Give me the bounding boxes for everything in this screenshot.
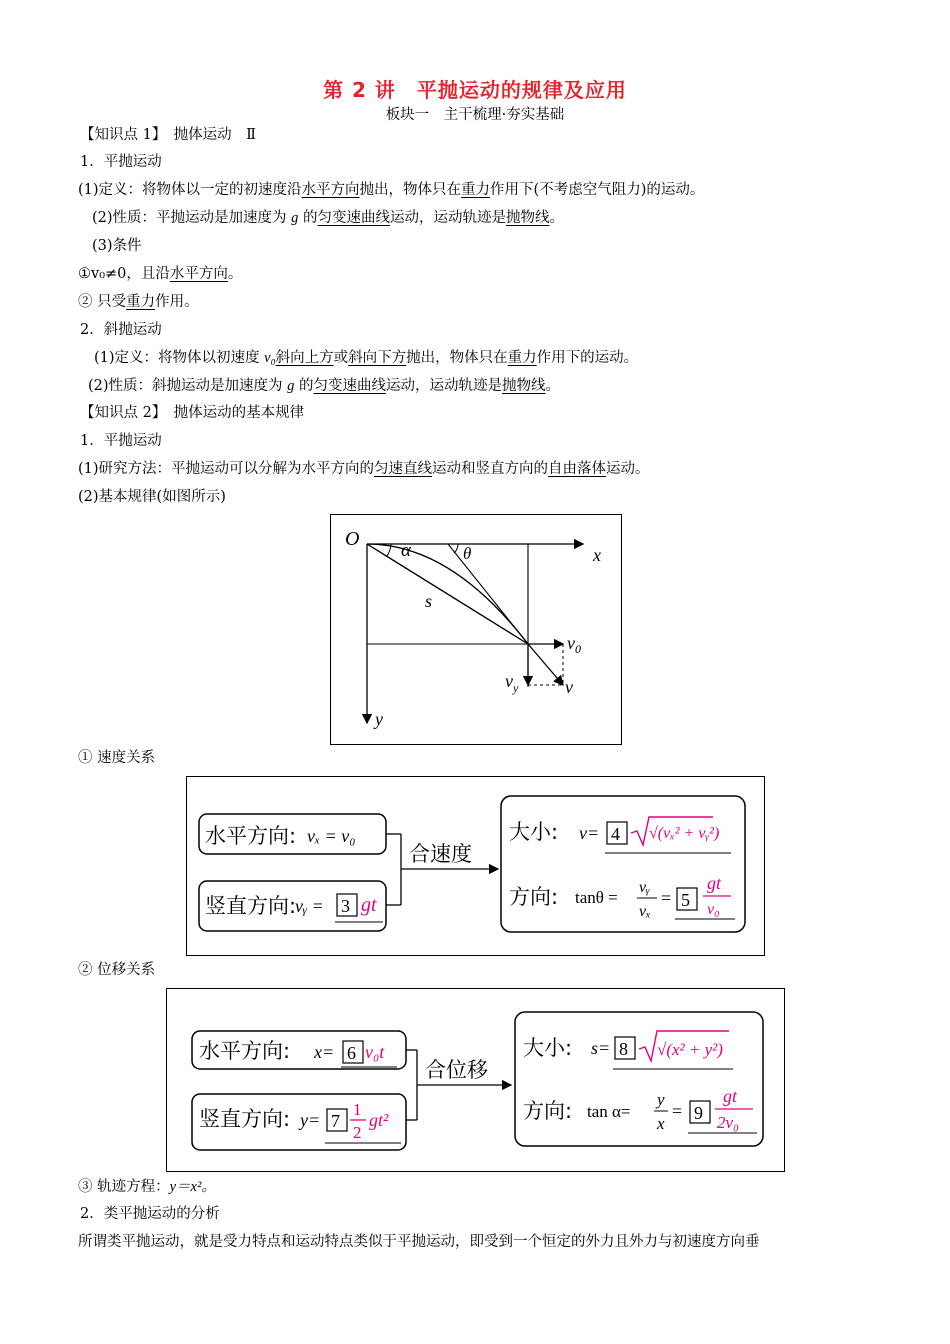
direction-equation: tanθ = (575, 888, 618, 907)
direction-fraction-numerator: vᵧ (639, 879, 650, 896)
direction-fraction-numerator: y (657, 1090, 665, 1109)
vertical-label: 竖直方向: (205, 894, 297, 918)
blank-6-number: 6 (347, 1043, 356, 1063)
blank-7-number: 7 (331, 1111, 340, 1131)
tangent-line (448, 544, 528, 644)
kp1-condition-1: ①v₀≠0，且沿水平方向。 (78, 266, 243, 282)
blank-8-number: 8 (619, 1039, 628, 1059)
resultant-velocity-label: 合速度 (409, 842, 472, 866)
vertical-label: 竖直方向: (199, 1107, 291, 1131)
vertical-equation: vᵧ = (295, 896, 324, 916)
page-title: 第 2 讲 平抛运动的规律及应用 (323, 78, 627, 102)
kp2-s1-title: 1．平抛运动 (80, 433, 162, 449)
label-alpha: α (401, 540, 411, 561)
kp1-s1-title: 1．平抛运动 (80, 154, 162, 170)
displacement-line (367, 544, 528, 644)
kp1-s2-title: 2．斜抛运动 (80, 322, 162, 338)
displacement-relation-label: ② 位移关系 (78, 962, 156, 978)
kp1-condition-title: (3)条件 (92, 238, 142, 254)
magnitude-label: 大小: (509, 820, 559, 844)
trajectory-diagram (331, 515, 621, 744)
kp1-heading: 【知识点 1】 抛体运动 Ⅱ (80, 127, 256, 143)
direction-fraction-denominator: vₓ (639, 903, 651, 920)
magnitude-equation: v= (579, 823, 600, 843)
direction-equation: tan α= (587, 1102, 631, 1121)
magnitude-equation: s= (591, 1038, 611, 1058)
answer-7-tail: gt² (369, 1110, 389, 1130)
label-O: O (345, 528, 360, 550)
direction-equals: = (672, 1101, 683, 1121)
answer-9-numerator: gt (723, 1086, 738, 1106)
horizontal-label: 水平方向: (205, 824, 297, 848)
kp2-s2-title: 2．类平抛运动的分析 (80, 1206, 220, 1222)
kp2-heading: 【知识点 2】 抛体运动的基本规律 (80, 405, 305, 421)
kp1-property: (2)性质：平抛运动是加速度为 g 的匀变速曲线运动，运动轨迹是抛物线。 (92, 210, 565, 226)
resultant-displacement-label: 合位移 (425, 1058, 488, 1082)
blank-4-number: 4 (611, 824, 620, 844)
kp1-oblique-property: (2)性质：斜抛运动是加速度为 g 的匀变速曲线运动，运动轨迹是抛物线。 (88, 378, 561, 394)
velocity-relation-label: ① 速度关系 (78, 750, 156, 766)
kp2-last-paragraph: 所谓类平抛运动，就是受力特点和运动特点类似于平抛运动，即受到一个恒定的外力且外力与初速度方向垂 (78, 1234, 760, 1250)
answer-7-denominator: 2 (353, 1123, 362, 1142)
label-vy: $v_y$ (505, 671, 519, 695)
label-s: s (425, 591, 433, 611)
label-theta: θ (463, 544, 472, 563)
kp1-oblique-definition: (1)定义：将物体以初速度 v₀斜向上方或斜向下方抛出，物体只在重力作用下的运动。 (94, 350, 639, 366)
answer-9-denominator: 2v₀ (717, 1113, 739, 1132)
direction-label: 方向: (523, 1099, 573, 1123)
answer-6: v₀t (365, 1042, 385, 1062)
resultant-velocity-arrow (528, 644, 563, 685)
label-x: x (593, 545, 601, 565)
horizontal-equation: x= (314, 1042, 335, 1062)
velocity-relation-diagram (186, 776, 765, 956)
magnitude-label: 大小: (523, 1036, 573, 1060)
answer-5-denominator: v₀ (707, 901, 720, 918)
blank-5-number: 5 (681, 890, 690, 910)
answer-3: gt (361, 894, 377, 916)
label-v: v (565, 677, 573, 697)
label-y: y (375, 709, 383, 729)
direction-equals: = (661, 888, 672, 908)
answer-4: √(vₓ² + vᵧ²) (649, 825, 720, 842)
vertical-equation: y= (300, 1110, 321, 1130)
label-v0: $v_0$ (567, 633, 581, 656)
answer-5-numerator: gt (707, 873, 722, 893)
answer-8: √(x² + y²) (657, 1040, 723, 1059)
trajectory-figure (330, 514, 622, 745)
section-subtitle: 板块一 主干梳理·夯实基础 (385, 107, 565, 123)
direction-fraction-denominator: x (657, 1114, 665, 1133)
kp1-condition-2: ② 只受重力作用。 (78, 294, 199, 310)
displacement-relation-diagram (166, 988, 785, 1172)
kp2-law: (2)基本规律(如图所示) (78, 489, 226, 505)
kp2-method: (1)研究方法：平抛运动可以分解为水平方向的匀速直线运动和竖直方向的自由落体运动。 (78, 461, 650, 477)
direction-label: 方向: (509, 885, 559, 909)
kp1-definition: (1)定义：将物体以一定的初速度沿水平方向抛出，物体只在重力作用下(不考虑空气阻力)的运动。 (78, 182, 705, 198)
horizontal-equation: vₓ = v₀ (307, 826, 356, 846)
answer-7-numerator: 1 (353, 1100, 362, 1119)
blank-9-number: 9 (694, 1103, 703, 1123)
trajectory-equation: ③ 轨迹方程：y＝x²。 (78, 1179, 216, 1195)
horizontal-label: 水平方向: (199, 1039, 291, 1063)
blank-3-number: 3 (341, 896, 350, 916)
